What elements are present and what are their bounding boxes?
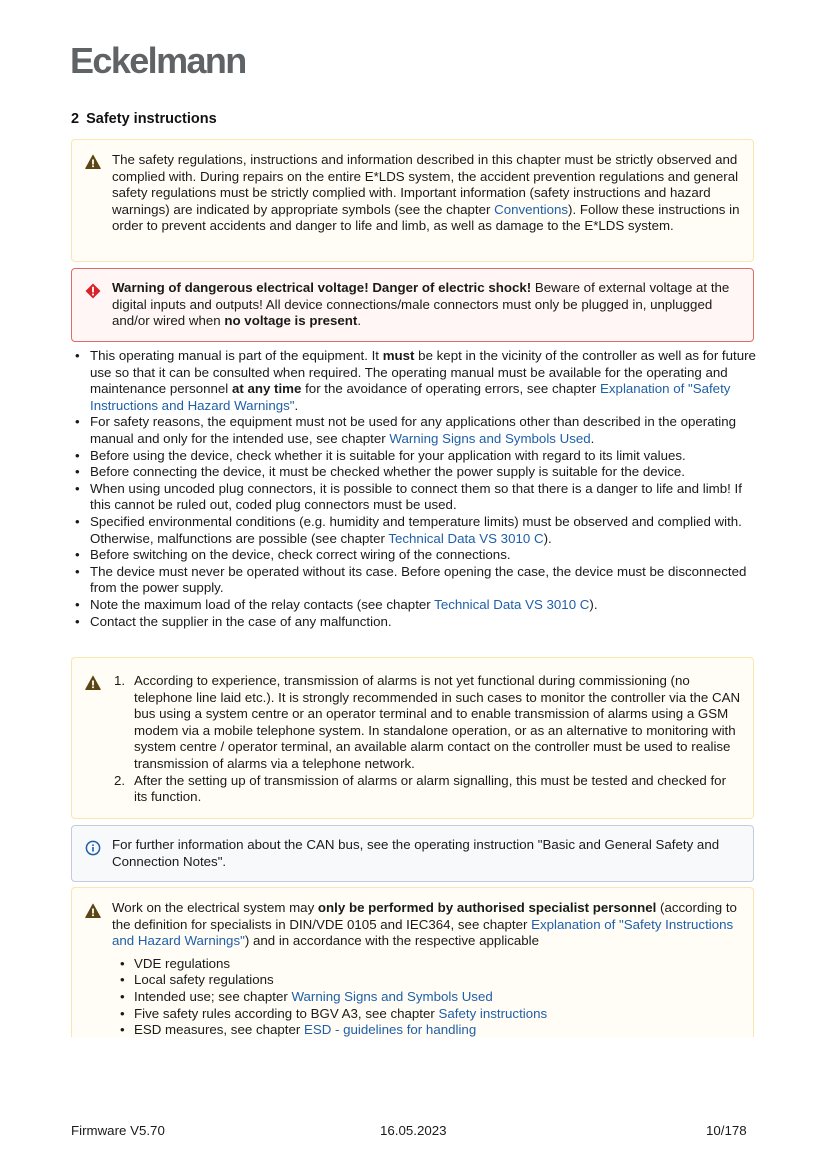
text: Five safety rules according to BGV A3, see chapter bbox=[134, 1005, 439, 1021]
text: . bbox=[294, 397, 299, 413]
warning-box-alarm-transmission bbox=[71, 657, 754, 819]
regulations-list bbox=[112, 956, 741, 1039]
text: be kept in the vicinity of the controller as well as for future use so that it can be consulted when required. The operating manual must be available for the operating and maintenance personnel bbox=[90, 348, 756, 397]
item-text: After the setting up of transmission of alarms or alarm signalling, this must be tested and checked for its function. bbox=[134, 772, 726, 805]
list-item bbox=[116, 1022, 741, 1039]
warning-box-general bbox=[71, 139, 754, 262]
list-item bbox=[71, 614, 761, 631]
warning-triangle-icon bbox=[85, 903, 101, 919]
item-text: According to experience, transmission of alarms is not yet functional during commissioning (no telephone line laid etc.). It is strongly recommended in such cases to monitor the controller via the CAN bus using a system centre or an operator terminal and to enable transmission of alarms using a GSM modem via a mobile telephone system. In standalone operation, or as an alternative to monitoring with system centre / operator terminal, an available alarm contact on the controller must be used to realise transmission of alarms via a telephone network. bbox=[134, 673, 741, 771]
info-circle-icon bbox=[85, 840, 101, 856]
info-box-can-bus bbox=[71, 825, 754, 882]
text: Work on the electrical system may bbox=[112, 900, 318, 915]
text: For safety reasons, the equipment must not be used for any applications other than described in the operating manual and only for the intended use, see chapter bbox=[90, 414, 737, 446]
text: This operating manual is part of the equipment. It bbox=[90, 348, 383, 363]
section-title: Safety instructions bbox=[86, 111, 217, 127]
warning-text: The safety regulations, instructions and information described in this chapter must be strictly observed and complied with. During repairs on the entire E*LDS system, the accident prevention regulations and general safety regulations must be strictly complied with. Important information (safety instructions and hazard warnings) are indicated by appropriate symbols (see the chapter bbox=[112, 152, 739, 217]
link-conventions[interactable]: Conventions bbox=[494, 201, 569, 217]
text: Before using the device, check whether it is suitable for your application with regard to its limit values. bbox=[90, 447, 686, 463]
link-technical-data[interactable]: Technical Data VS 3010 C bbox=[434, 596, 590, 612]
danger-text: . bbox=[357, 313, 362, 329]
link-warning-signs[interactable]: Warning Signs and Symbols Used bbox=[291, 988, 493, 1004]
info-text: For further information about the CAN bus, see the operating instruction "Basic and General Safety and Connection Notes". bbox=[112, 837, 720, 869]
emphasis: at any time bbox=[231, 381, 302, 397]
section-heading bbox=[71, 111, 217, 127]
link-warning-signs[interactable]: Warning Signs and Symbols Used bbox=[389, 430, 591, 446]
list-item bbox=[116, 956, 741, 973]
danger-heading: Warning of dangerous electrical voltage! Danger of electric shock! bbox=[112, 280, 532, 295]
text: ). bbox=[543, 530, 552, 546]
text: Before connecting the device, it must be checked whether the power supply is suitable for the device. bbox=[90, 464, 686, 480]
list-item bbox=[71, 348, 761, 414]
numbered-list bbox=[114, 673, 741, 806]
text: Contact the supplier in the case of any malfunction. bbox=[90, 613, 392, 629]
text: Intended use; see chapter bbox=[134, 988, 292, 1004]
danger-emphasis: no voltage is present bbox=[224, 313, 358, 329]
warning-box-electrical-work bbox=[71, 887, 754, 1037]
list-item bbox=[71, 547, 761, 564]
list-item bbox=[114, 773, 741, 806]
section-number: 2 bbox=[71, 111, 80, 127]
list-item bbox=[71, 564, 761, 597]
list-item bbox=[71, 481, 761, 514]
emphasis: must bbox=[382, 348, 415, 363]
link-explanation-safety-instructions[interactable]: Explanation of "Safety Instructions and Hazard Warnings" bbox=[112, 916, 734, 949]
danger-box-voltage bbox=[71, 268, 754, 342]
list-item bbox=[71, 414, 761, 447]
warning-triangle-icon bbox=[85, 154, 101, 170]
text: Local safety regulations bbox=[134, 972, 274, 988]
list-item bbox=[71, 464, 761, 481]
link-safety-instructions[interactable]: Safety instructions bbox=[438, 1005, 548, 1021]
item-number: 2. bbox=[114, 772, 126, 788]
list-item bbox=[71, 448, 761, 465]
warning-text: ). Follow these instructions in order to prevent accidents and danger to life and limb, as well as damage to the E*LDS system. bbox=[112, 201, 740, 234]
danger-text: Beware of external voltage at the digital inputs and outputs! All device connections/male connectors must only be plugged in, unplugged and/or wired when bbox=[112, 280, 730, 329]
text: When using uncoded plug connectors, it is possible to connect them so that there is a danger to life and limb! If this cannot be ruled out, coded plug connectors must be used. bbox=[90, 480, 742, 513]
warning-triangle-icon bbox=[85, 675, 101, 691]
eckelmann-logo: Eckelmann bbox=[70, 40, 246, 81]
list-item bbox=[116, 1006, 741, 1023]
footer-page-number: 10/178 bbox=[706, 1123, 747, 1138]
list-item bbox=[71, 514, 761, 547]
link-technical-data[interactable]: Technical Data VS 3010 C bbox=[388, 530, 544, 546]
safety-bullet-list bbox=[71, 348, 761, 630]
link-esd-guidelines[interactable]: ESD - guidelines for handling bbox=[303, 1022, 477, 1038]
text: . bbox=[590, 430, 595, 446]
emphasis: only be performed by authorised specialist personnel bbox=[317, 900, 657, 915]
list-item bbox=[71, 597, 761, 614]
text: ) and in accordance with the respective applicable bbox=[244, 933, 540, 949]
text: Specified environmental conditions (e.g. humidity and temperature limits) must be observed and complied with. Otherwise, malfunctions are possible (see chapter bbox=[90, 513, 742, 546]
footer-date: 16.05.2023 bbox=[380, 1123, 447, 1138]
list-item bbox=[116, 989, 741, 1006]
text: Note the maximum load of the relay contacts (see chapter bbox=[90, 596, 435, 612]
text: for the avoidance of operating errors, see chapter bbox=[301, 381, 601, 397]
danger-diamond-icon bbox=[85, 283, 101, 299]
text: Before switching on the device, check correct wiring of the connections. bbox=[90, 547, 511, 563]
text: VDE regulations bbox=[134, 955, 231, 971]
text: The device must never be operated without its case. Before opening the case, the device must be disconnected from the power supply. bbox=[90, 563, 747, 596]
text: ). bbox=[589, 596, 598, 612]
list-item bbox=[114, 673, 741, 773]
footer-firmware: Firmware V5.70 bbox=[71, 1123, 165, 1138]
text: (according to the definition for specialists in DIN/VDE 0105 and IEC364, see chapter bbox=[112, 900, 737, 932]
list-item bbox=[116, 972, 741, 989]
link-explanation-safety-instructions[interactable]: Explanation of "Safety Instructions and Hazard Warnings" bbox=[90, 381, 731, 413]
text: ESD measures, see chapter bbox=[134, 1022, 304, 1038]
item-number: 1. bbox=[114, 673, 126, 688]
